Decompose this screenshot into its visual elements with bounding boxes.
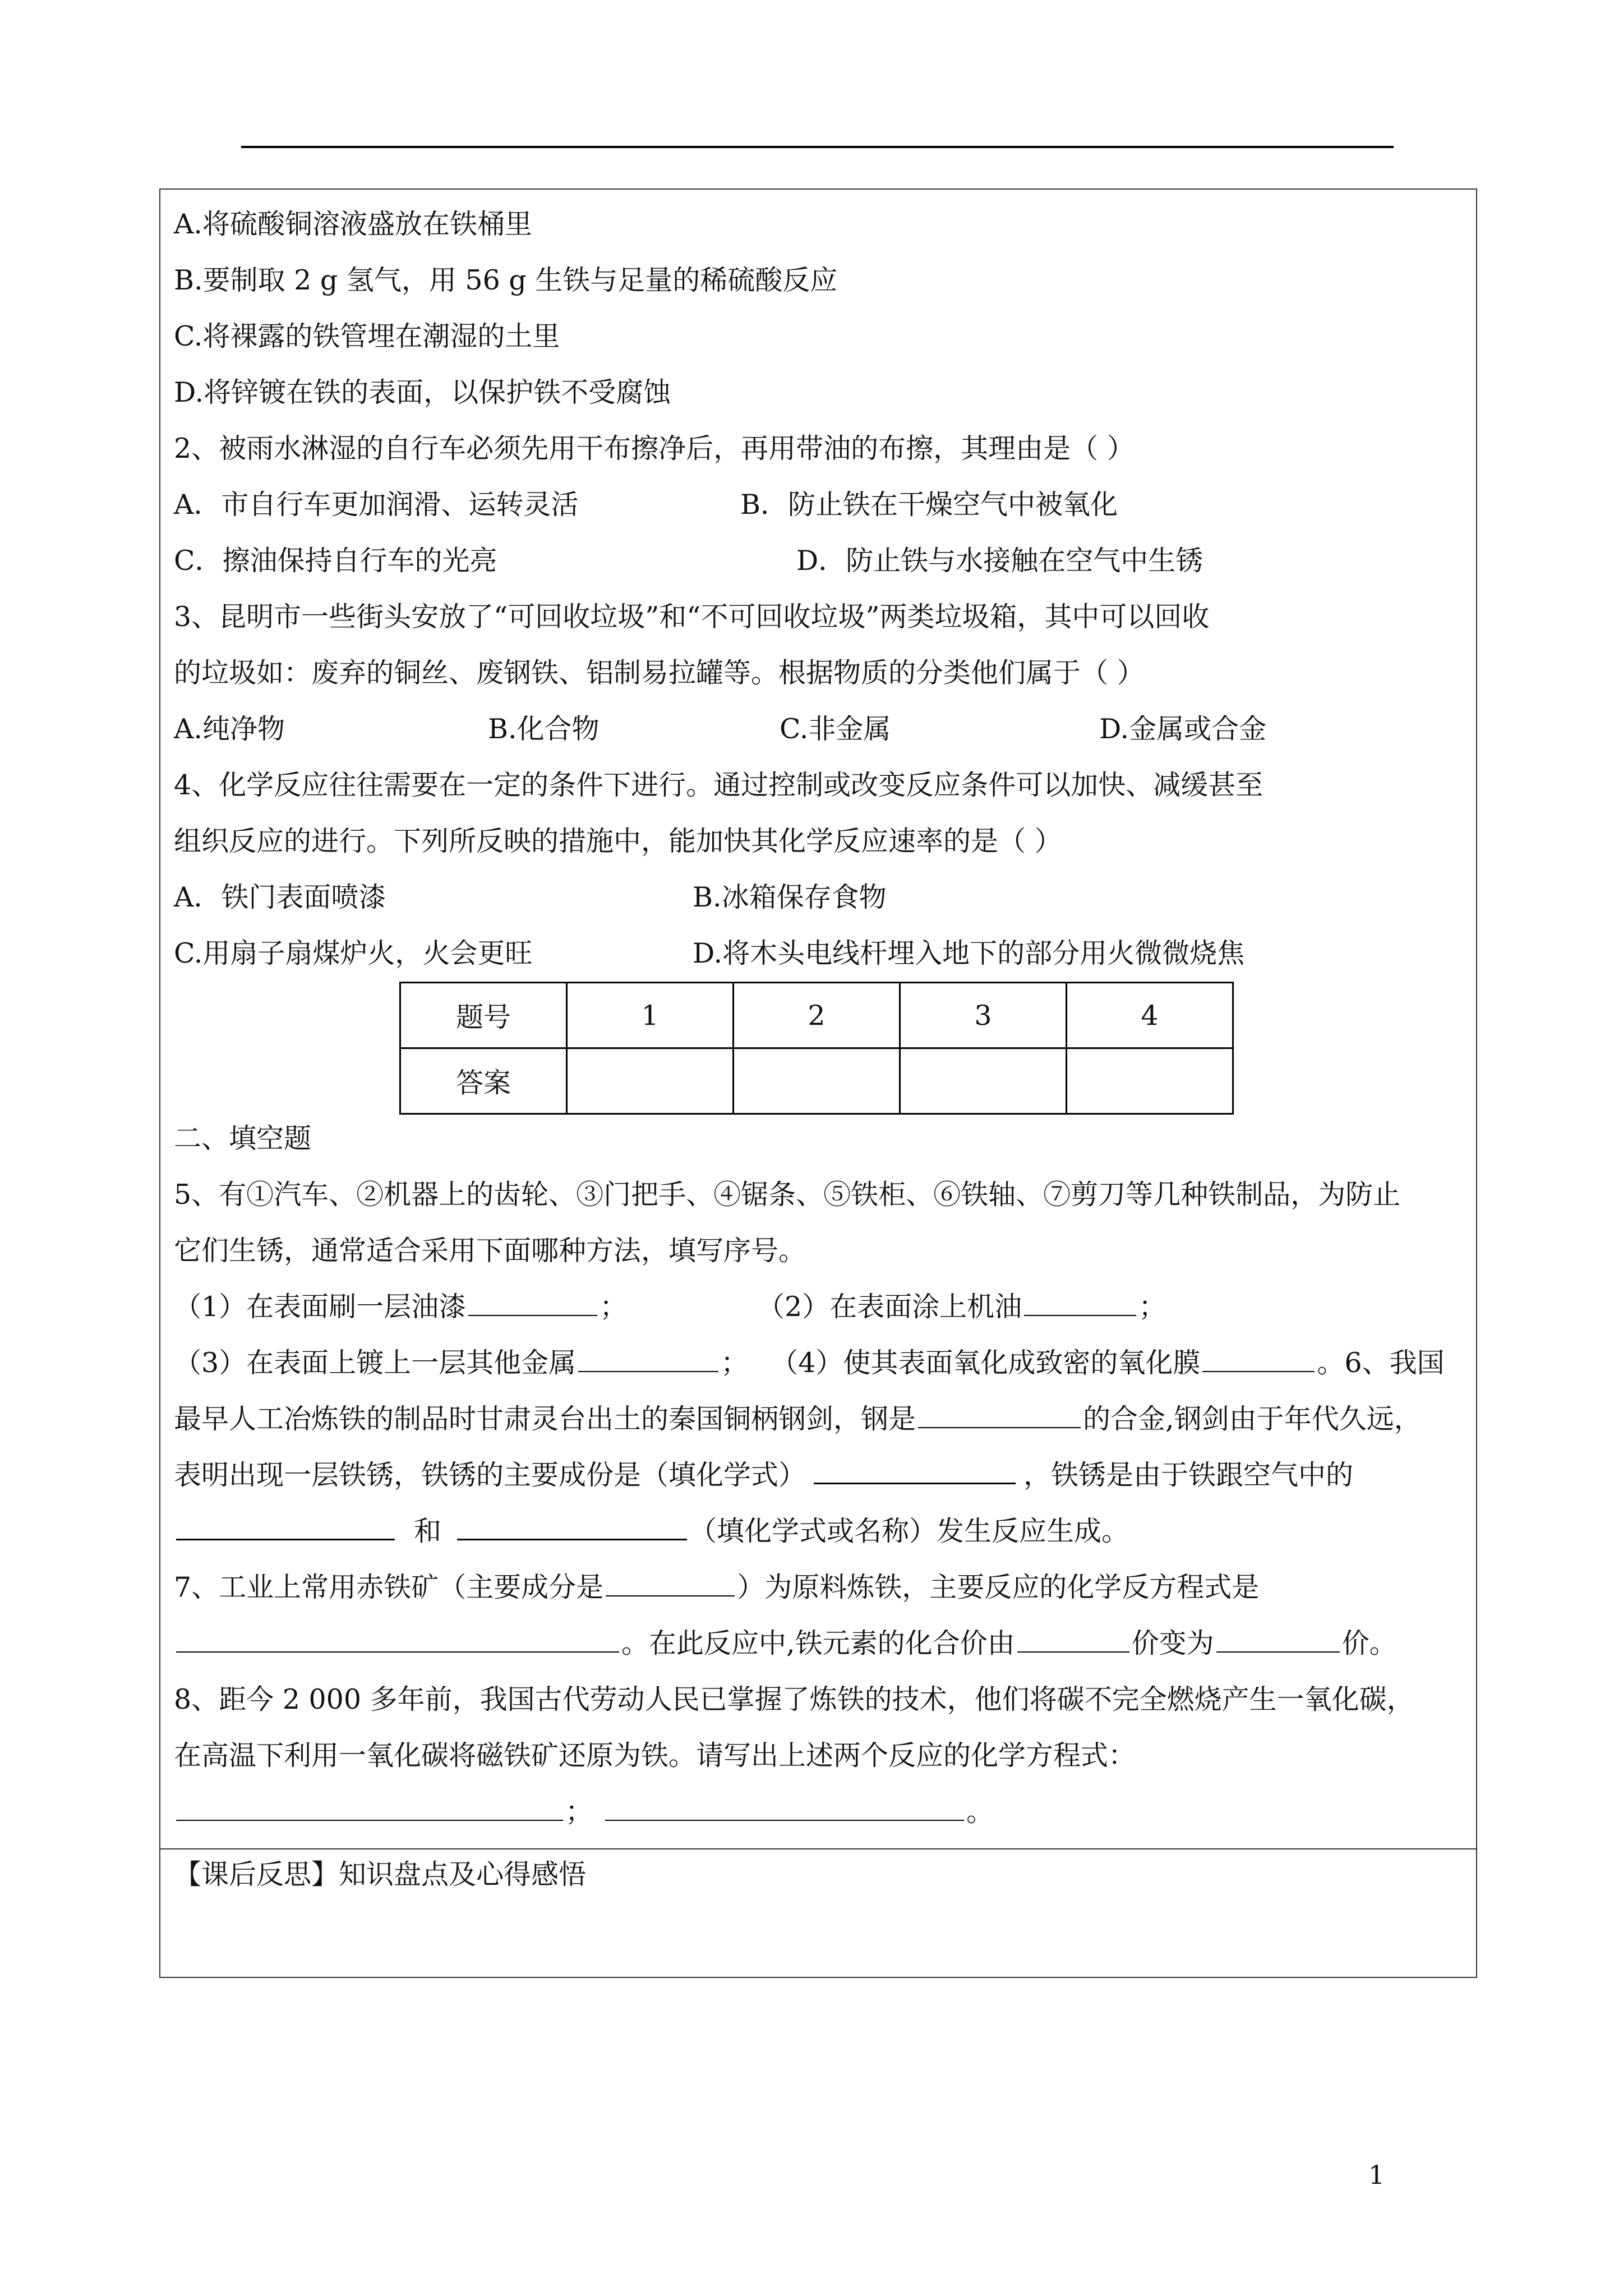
separator: ； — [721, 1347, 749, 1379]
q5-line2: 它们生锈，通常适合采用下面哪种方法，填写序号。 — [174, 1235, 806, 1267]
row-label-answer: 答案 — [400, 1048, 567, 1114]
answer-table-row-answers — [400, 1048, 1233, 1114]
answer-cell[interactable] — [567, 1048, 734, 1114]
q1-option-c: C.将裸露的铁管埋在潮湿的土里 — [174, 320, 560, 352]
q8-line3 — [174, 1784, 1469, 1840]
page-number: 1 — [1368, 2160, 1385, 2190]
answer-table — [399, 982, 1234, 1115]
q6-line3 — [174, 1447, 1469, 1503]
q2-stem: 2、被雨水淋湿的自行车必须先用干布擦净后，再用带油的布擦，其理由是（ ） — [174, 432, 1135, 464]
q7-text: 。在此反应中,铁元素的化合价由 — [621, 1627, 1015, 1659]
question-number-cell: 2 — [734, 983, 900, 1048]
answer-blank[interactable] — [578, 1370, 718, 1372]
answer-table-row-numbers — [400, 983, 1233, 1048]
answer-blank[interactable] — [176, 1819, 563, 1821]
question-number-cell: 1 — [567, 983, 734, 1048]
q5-part1: （1）在表面刷一层油漆 — [174, 1291, 467, 1323]
q5-part3: （3）在表面上镀上一层其他金属 — [174, 1347, 577, 1379]
q2-option-a: A．市自行车更加润滑、运转灵活 — [174, 489, 579, 521]
q6-text: （填化学式或名称）发生反应生成。 — [689, 1515, 1129, 1547]
row-label-question-number: 题号 — [400, 983, 567, 1048]
q3-option-c: C.非金属 — [780, 713, 891, 745]
separator: 。 — [966, 1796, 994, 1828]
q3-option-d: D.金属或合金 — [1099, 713, 1267, 745]
separator: ； — [1138, 1291, 1166, 1323]
q4-stem-line1: 4、化学反应往往需要在一定的条件下进行。通过控制或改变反应条件可以加快、减缓甚至 — [174, 769, 1264, 801]
q5-parts-34 — [174, 1335, 1469, 1391]
q3-stem-line2: 的垃圾如：废弃的铜丝、废钢铁、铝制易拉罐等。根据物质的分类他们属于（ ） — [174, 657, 1145, 689]
q8-line1: 8、距今 2 000 多年前，我国古代劳动人民已掌握了炼铁的技术，他们将碳不完全燃烧产生一氧化碳， — [174, 1683, 1414, 1715]
q6-text: 的合金,钢剑由于年代久远， — [1083, 1403, 1422, 1435]
answer-blank[interactable] — [1024, 1314, 1136, 1316]
q1-option-a: A.将硫酸铜溶液盛放在铁桶里 — [174, 208, 532, 240]
fill-in-section — [174, 1111, 1469, 1840]
answer-blank[interactable] — [1202, 1370, 1315, 1372]
multiple-choice-section — [174, 196, 1469, 982]
q5-part2: （2）在表面涂上机油 — [757, 1291, 1022, 1323]
question-number-cell: 4 — [1067, 983, 1233, 1048]
q2-option-c: C．擦油保持自行车的光亮 — [174, 545, 497, 577]
answer-cell[interactable] — [734, 1048, 900, 1114]
q4-option-a: A．铁门表面喷漆 — [174, 881, 386, 913]
q7-text: ）为原料炼铁，主要反应的化学反方程式是 — [737, 1571, 1260, 1603]
q8-line2: 在高温下利用一氧化碳将磁铁矿还原为铁。请写出上述两个反应的化学方程式： — [174, 1740, 1136, 1772]
answer-blank[interactable] — [814, 1482, 1016, 1484]
header-rule — [241, 146, 1394, 148]
q6-start: 。6、我国 — [1317, 1347, 1445, 1379]
q6-line2 — [174, 1391, 1469, 1447]
answer-blank[interactable] — [1017, 1651, 1129, 1653]
q3-options — [174, 701, 1469, 757]
question-number-cell: 3 — [900, 983, 1067, 1048]
q7-line1 — [174, 1559, 1469, 1616]
separator: ； — [600, 1291, 628, 1323]
answer-blank[interactable] — [468, 1314, 597, 1316]
q6-line4 — [174, 1503, 1469, 1559]
q3-option-a: A.纯净物 — [174, 713, 285, 745]
q6-text: 表明出现一层铁锈，铁锈的主要成份是（填化学式） — [174, 1459, 806, 1491]
q4-option-c: C.用扇子扇煤炉火，火会更旺 — [174, 937, 533, 969]
q7-text: 价变为 — [1131, 1627, 1214, 1659]
q5-part4: （4）使其表面氧化成致密的氧化膜 — [771, 1347, 1201, 1379]
answer-blank[interactable] — [176, 1651, 619, 1653]
q2-options-cd — [174, 533, 1469, 589]
answer-blank[interactable] — [1216, 1651, 1340, 1653]
reflection-heading: 【课后反思】知识盘点及心得感悟 — [174, 1858, 587, 1890]
q6-text: 和 — [414, 1515, 442, 1547]
q2-option-b: B．防止铁在干燥空气中被氧化 — [740, 489, 1118, 521]
answer-blank[interactable] — [606, 1595, 735, 1596]
q4-stem-line2: 组织反应的进行。下列所反映的措施中，能加快其化学反应速率的是（ ） — [174, 825, 1062, 857]
answer-blank[interactable] — [457, 1538, 687, 1540]
q3-option-b: B.化合物 — [488, 713, 600, 745]
q7-text: 价。 — [1341, 1627, 1397, 1659]
q3-stem-line1: 3、昆明市一些街头安放了“可回收垃圾”和“不可回收垃圾”两类垃圾箱，其中可以回收 — [174, 601, 1210, 633]
answer-blank[interactable] — [605, 1819, 964, 1821]
answer-blank[interactable] — [176, 1538, 395, 1540]
q6-text: ，铁锈是由于铁跟空气中的 — [1023, 1459, 1354, 1491]
q4-options-cd — [174, 926, 1469, 982]
q7-line2 — [174, 1616, 1469, 1672]
q7-text: 7、工业上常用赤铁矿（主要成分是 — [174, 1571, 604, 1603]
q5-parts-12 — [174, 1279, 1469, 1335]
answer-blank[interactable] — [918, 1427, 1081, 1428]
q5-line1: 5、有①汽车、②机器上的齿轮、③门把手、④锯条、⑤铁柜、⑥铁轴、⑦剪刀等几种铁制品，为防止 — [174, 1179, 1401, 1211]
section-title: 二、填空题 — [174, 1122, 312, 1154]
answer-cell[interactable] — [900, 1048, 1067, 1114]
q4-options-ab — [174, 869, 1469, 926]
q2-options-ab — [174, 477, 1469, 533]
separator: ； — [565, 1796, 593, 1828]
answer-cell[interactable] — [1067, 1048, 1233, 1114]
q1-option-b: B.要制取 2 g 氢气，用 56 g 生铁与足量的稀硫酸反应 — [174, 264, 838, 296]
q1-option-d: D.将锌镀在铁的表面，以保护铁不受腐蚀 — [174, 376, 671, 408]
q4-option-b: B.冰箱保存食物 — [693, 881, 887, 913]
q6-text: 最早人工冶炼铁的制品时甘肃灵台出土的秦国铜柄钢剑，钢是 — [174, 1403, 916, 1435]
q2-option-d: D．防止铁与水接触在空气中生锈 — [796, 545, 1204, 577]
q4-option-d: D.将木头电线杆埋入地下的部分用火微微烧焦 — [693, 937, 1245, 969]
